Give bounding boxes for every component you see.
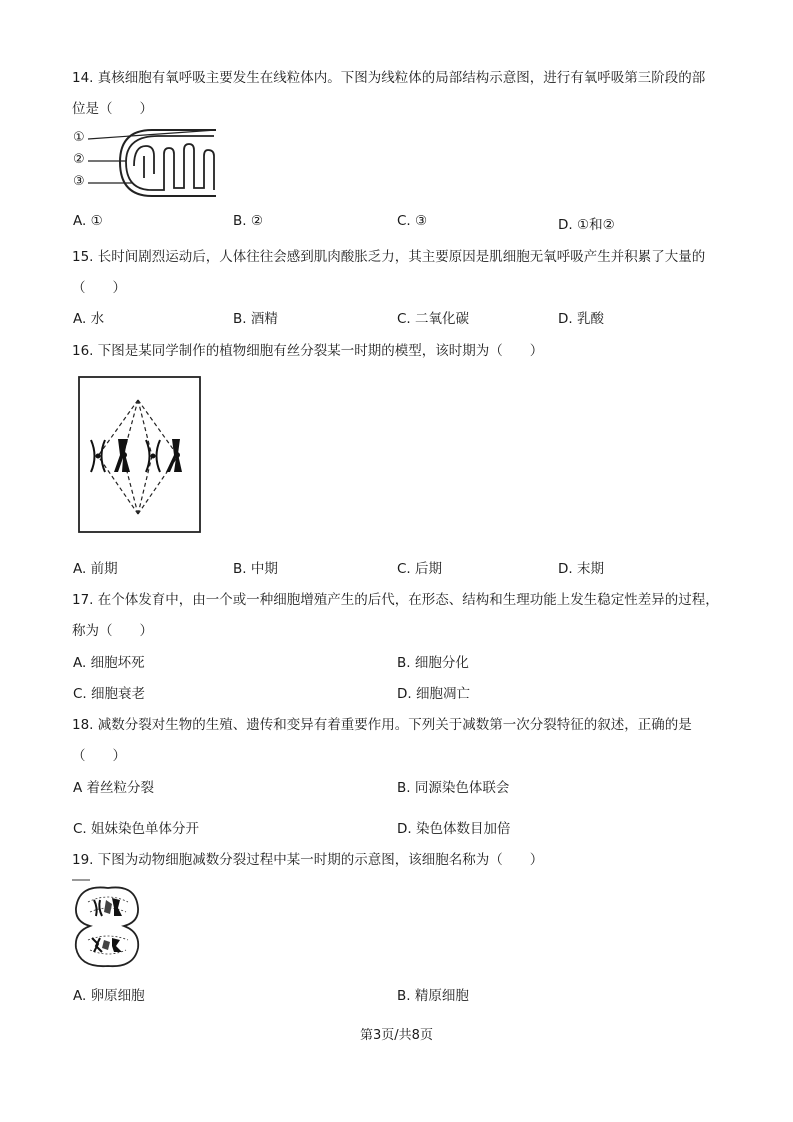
q16-option-b[interactable]: B. 中期 [233, 561, 278, 577]
q19-option-b[interactable]: B. 精原细胞 [397, 988, 469, 1004]
q17-option-d[interactable]: D. 细胞凋亡 [397, 686, 470, 702]
q15-stem-line1: 15. 长时间剧烈运动后，人体往往会感到肌肉酸胀乏力，其主要原因是肌细胞无氧呼吸产生并积累了大量的 [72, 249, 706, 265]
q15-option-b[interactable]: B. 酒精 [233, 311, 278, 327]
q19-stem-line1: 19. 下图为动物细胞减数分裂过程中某一时期的示意图，该细胞名称为（ ） [72, 852, 544, 868]
q16-option-d[interactable]: D. 末期 [558, 561, 604, 577]
q14-stem-line2: 位是（ ） [72, 101, 153, 117]
q14-label-1: ① [73, 130, 85, 145]
q15-stem-line2: （ ） [72, 280, 126, 296]
q16-stem-line1: 16. 下图是某同学制作的植物细胞有丝分裂某一时期的模型，该时期为（ ） [72, 343, 544, 359]
q17-option-c[interactable]: C. 细胞衰老 [73, 686, 146, 702]
q17-option-a[interactable]: A. 细胞坏死 [73, 655, 145, 671]
q16-option-c[interactable]: C. 后期 [397, 561, 443, 577]
q18-stem-line1: 18. 减数分裂对生物的生殖、遗传和变异有着重要作用。下列关于减数第一次分裂特征的叙述，正确的是 [72, 717, 692, 733]
page-number: 第3页/共8页 [360, 1028, 433, 1043]
q14-label-2: ② [73, 152, 85, 167]
q18-option-b[interactable]: B. 同源染色体联会 [397, 780, 510, 796]
q14-label-3: ③ [73, 174, 85, 189]
q18-option-a[interactable]: A 着丝粒分裂 [73, 780, 155, 796]
q15-option-a[interactable]: A. 水 [73, 311, 105, 327]
q14-option-a[interactable]: A. ① [73, 213, 103, 229]
q19-option-a[interactable]: A. 卵原细胞 [73, 988, 145, 1004]
q17-stem-line1: 17. 在个体发育中，由一个或一种细胞增殖产生的后代，在形态、结构和生理功能上发生稳定性差异的过程， [72, 592, 719, 608]
q18-option-d[interactable]: D. 染色体数目加倍 [397, 821, 511, 837]
q15-option-c[interactable]: C. 二氧化碳 [397, 311, 470, 327]
q14-stem-line1: 14. 真核细胞有氧呼吸主要发生在线粒体内。下图为线粒体的局部结构示意图，进行有氧呼吸第三阶段的部 [72, 70, 706, 86]
meiosis-cell-diagram [72, 878, 144, 970]
q17-option-b[interactable]: B. 细胞分化 [397, 655, 469, 671]
q14-option-d[interactable]: D. ①和② [558, 217, 615, 233]
mitosis-model-diagram [78, 376, 202, 534]
q17-stem-line2: 称为（ ） [72, 623, 153, 639]
q14-option-c[interactable]: C. ③ [397, 213, 428, 229]
q14-option-b[interactable]: B. ② [233, 213, 263, 229]
q16-option-a[interactable]: A. 前期 [73, 561, 118, 577]
q18-option-c[interactable]: C. 姐妹染色单体分开 [73, 821, 200, 837]
mitochondrion-diagram [86, 126, 221, 201]
q18-stem-line2: （ ） [72, 748, 126, 764]
q15-option-d[interactable]: D. 乳酸 [558, 311, 604, 327]
